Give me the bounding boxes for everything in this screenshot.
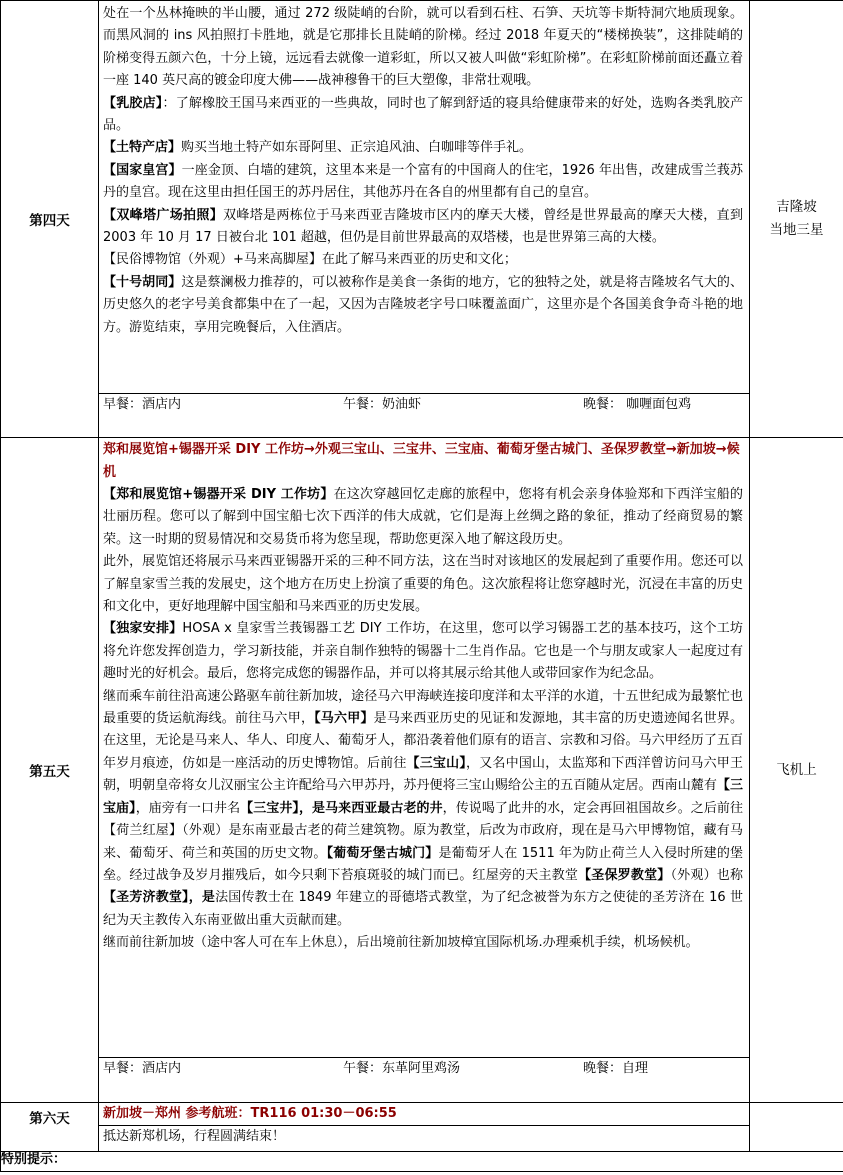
day6-route: 新加坡－郑州 参考航班：TR116 01:30－06:55 [99, 1103, 749, 1126]
day4-meals [99, 393, 749, 415]
day4-latex-shop: 【乳胶店】：了解橡胶王国马来西亚的一些典故，同时也了解到舒适的寝具给健康带来的好处，选购各类乳胶产品。 [103, 95, 743, 134]
day5-meals [99, 1057, 749, 1079]
day6-text: 抵达新郑机场，行程圆满结束！ [103, 1129, 286, 1144]
day5-exclusive: 【独家安排】HOSA x 皇家雪兰莪锡器工艺 DIY 工作坊，在这里，您可以学习锡器工艺的基本技巧，这个工坊将允许您发挥创造力，学习新技能，并亲自制作独特的锡器十二生肖作品。它也是一个与朋友或家人一起度过有趣时光的好机会。最后，您将完成您的锡器作品，并可以将其展示给其他人或带回家作为纪念品。 [103, 621, 743, 682]
day5-row [1, 438, 843, 1103]
day4-local-products: 【土特产店】购买当地土特产如东哥阿里、正宗追风油、白咖啡等伴手礼。 [103, 140, 533, 156]
day5-route: 郑和展览馆+锡器开采 DIY 工作坊→外观三宝山、三宝井、三宝庙、葡萄牙堡古城门、圣保罗教堂→新加坡→候机 [103, 442, 740, 480]
day5-zhenghe: 【郑和展览馆+锡器开采 DIY 工作坊】在这次穿越回忆走廊的旅程中，您将有机会亲身体验郑和下西洋宝船的壮丽历程。您可以了解到中国宝船七次下西洋的伟大成就，它们是海上丝绸之路的象征，推动了经商贸易的繁荣。这一时期的贸易情况和交易货币将为您呈现，帮助您更深入地了解这段历史。 [103, 487, 743, 547]
day4-row [1, 1, 843, 438]
special-note-label: 特别提示： [1, 1152, 843, 1172]
day5-label: 第五天 [1, 438, 99, 1103]
day5-to-singapore: 继而前往新加坡（途中客人可在车上休息），后出境前往新加坡樟宜国际机场.办理乘机手续，机场候机。 [103, 935, 699, 951]
day4-lunch: 午餐：奶油虾 [343, 397, 422, 412]
day5-content [99, 438, 750, 1103]
day4-hotel [750, 1, 843, 438]
day5-breakfast: 早餐：酒店内 [103, 1061, 182, 1076]
day5-lunch: 午餐：东革阿里鸡汤 [343, 1061, 461, 1076]
day5-malacca: 继而乘车前往沿高速公路驱车前往新加坡，途径马六甲海峡连接印度洋和太平洋的水道，十五世纪成为最繁忙也最重要的货运航海线。前往马六甲，【马六甲】是马来西亚历史的见证和发源地，其丰富的历史遗迹闻名世界。在这里，无论是马来人、华人、印度人、葡萄牙人，都沿袭着他们原有的语言、宗教和习俗。马六甲经历了五百年岁月痕迹，仿如是一座活动的历史博物馆。后前往【三宝山】，又名中国山，太监郑和下西洋曾访问马六甲王朝，明朝皇帝将女儿汉丽宝公主许配给马六甲苏丹，苏丹便将三宝山赐给公主的五百随从定居。西南山麓有【三宝庙】，庙旁有一口井名【三宝井】，是马来西亚最古老的井，传说喝了此井的水，定会再回祖国故乡。之后前往【荷兰红屋】（外观）是东南亚最古老的荷兰建筑物。原为教堂，后改为市政府，现在是马六甲博物馆，藏有马来、葡萄牙、荷兰和英国的历史文物。【葡萄牙堡古城门】是葡萄牙人在 1511 年为防止荷兰人入侵时所建的堡垒。经过战争及岁月摧残后，如今只剩下苔痕斑驳的城门而已。红屋旁的天主教堂【圣保罗教堂】（外观）也称【圣芳济教堂】，是法国传教士在 1849 年建立的哥德塔式教堂，为了纪念被誉为东方之使徒的圣芳济在 16 世纪为天主教传入东南亚做出重大贡献而建。 [103, 688, 743, 928]
day4-twin-towers: 【双峰塔广场拍照】双峰塔是两栋位于马来西亚吉隆坡市区内的摩天大楼，曾经是世界最高的摩天大楼，直到 2003 年 10 月 17 日被台北 101 超越，但仍是目前世界最高的双塔楼，也是世界第三高的大楼。 [103, 207, 743, 246]
day4-hutong: 【十号胡同】这是蔡澜极力推荐的，可以被称作是美食一条街的地方，它的独特之处，就是将吉隆坡名气大的、历史悠久的老字号美食都集中在了一起，又因为吉隆坡老字号口味覆盖面广，这里亦是个各国美食争奇斗艳的地方。游览结束，享用完晚餐后，入住酒店。 [103, 274, 743, 335]
day5-dinner: 晚餐：自理 [583, 1061, 649, 1076]
day4-dinner: 晚餐： 咖喱面包鸡 [583, 397, 692, 412]
day4-hotel-city: 吉隆坡 [776, 199, 817, 215]
day4-national-palace: 【国家皇宫】一座金顶、白墙的建筑，这里本来是一个富有的中国商人的住宅，1926 年出售，改建成雪兰莪苏丹的皇宫。现在这里由担任国王的苏丹居住，其他苏丹在各自的州里都有自己的皇宫。 [103, 162, 743, 201]
day5-tin-mining: 此外，展览馆还将展示马来西亚锡器开采的三种不同方法，这在当时对该地区的发展起到了重要作用。您还可以了解皇家雪兰莪的发展史，这个地方在历史上扮演了重要的角色。这次旅程将让您穿越时光，沉浸在丰富的历史和文化中，更好地理解中国宝船和马来西亚的历史发展。 [103, 554, 743, 615]
day5-hotel: 飞机上 [750, 438, 843, 1103]
note-row [1, 1152, 843, 1172]
day4-breakfast: 早餐：酒店内 [103, 397, 182, 412]
day4-hotel-level: 当地三星 [769, 222, 824, 238]
day6-content [99, 1103, 750, 1152]
day4-content [99, 1, 750, 438]
day6-hotel [750, 1103, 843, 1152]
day6-row [1, 1103, 843, 1152]
day4-intro: 处在一个丛林掩映的半山腰，通过 272 级陡峭的台阶，就可以看到石柱、石笋、天坑等卡斯特洞穴地质现象。而黑风洞的 ins 风拍照打卡胜地，就是它那排长且陡峭的阶梯。经过 2018 年夏天的“楼梯换装”，这排陡峭的阶梯变得五颜六色，十分上镜，远远看去就像一道彩虹，所以又被人叫做“彩虹阶梯”。在彩虹阶梯前面还矗立着一座 140 英尺高的镀金印度大佛——战神穆鲁干的巨大塑像，非常壮观哦。 [103, 6, 743, 89]
day6-label: 第六天 [1, 1103, 99, 1152]
day4-label: 第四天 [1, 1, 99, 438]
day4-folk-museum: 【民俗博物馆（外观）+马来高脚屋】在此了解马来西亚的历史和文化； [103, 252, 517, 268]
